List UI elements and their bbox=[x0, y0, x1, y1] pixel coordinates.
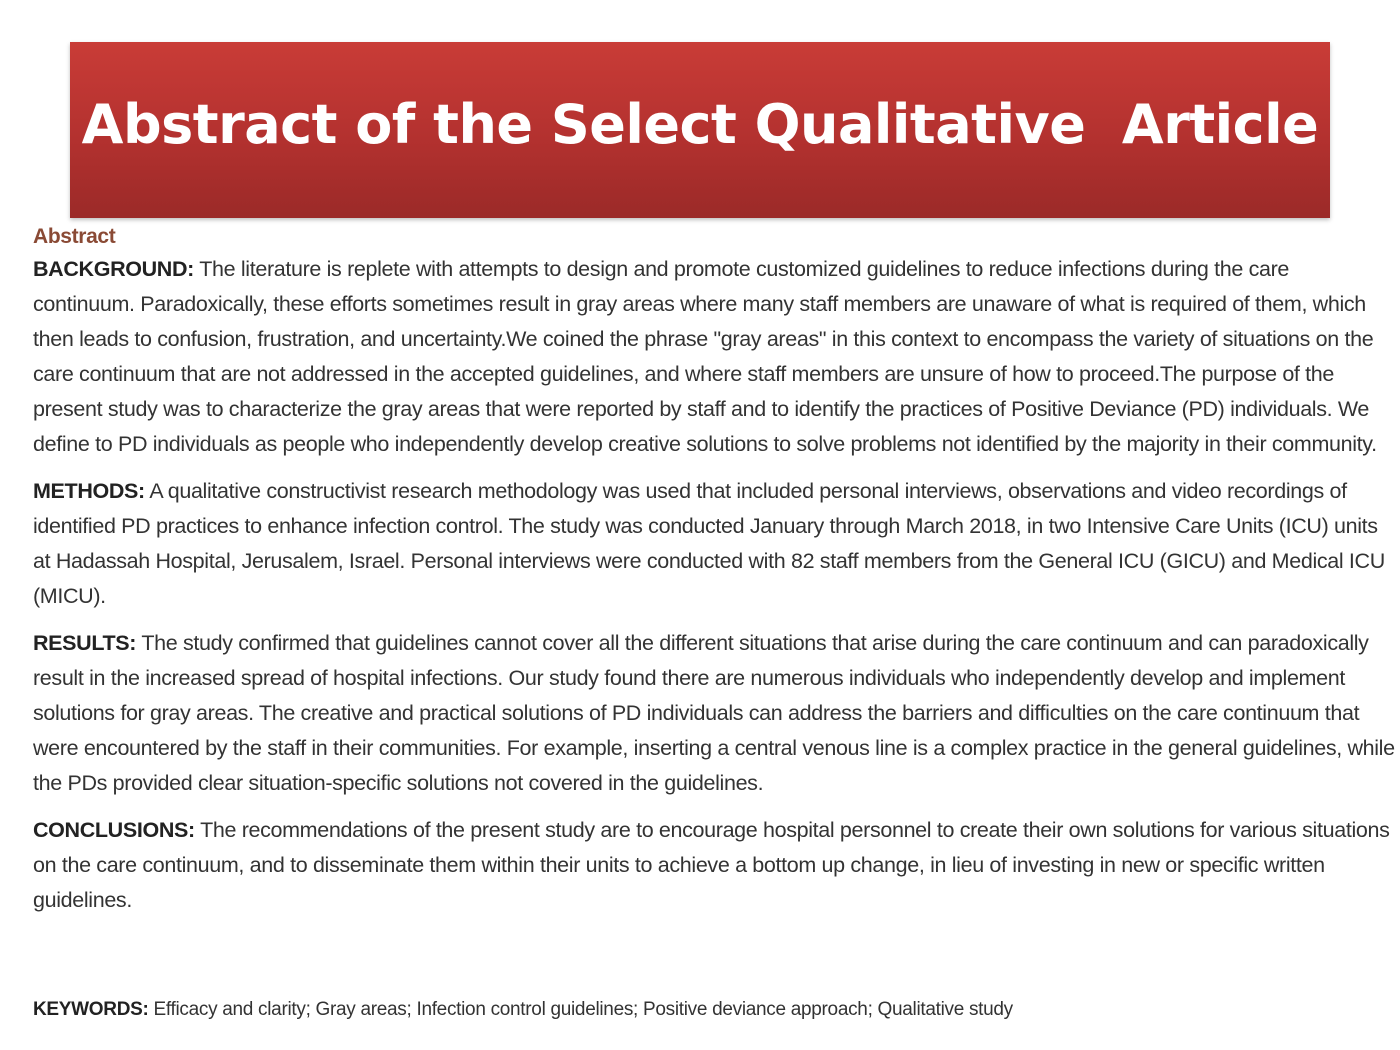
abstract-section-results bbox=[33, 626, 1395, 801]
abstract-body bbox=[33, 222, 1395, 930]
section-text: The recommendations of the present study are to encourage hospital personnel to create their own solutions for various situations on the care continuum, and to disseminate them within their units to achieve a bottom up change, in lieu of investing in new or specific written guidelines. bbox=[33, 818, 1390, 912]
abstract-heading: Abstract bbox=[33, 225, 116, 248]
section-text: A qualitative constructivist research methodology was used that included personal interviews, observations and video recordings of identified PD practices to enhance infection control. The study was conducted January through March 2018, in two Intensive Care Units (ICU) units at Hadassah Hospital, Jerusalem, Israel. Personal interviews were conducted with 82 staff members from the General ICU (GICU) and Medical ICU (MICU). bbox=[33, 479, 1385, 608]
section-label: RESULTS: bbox=[33, 631, 137, 655]
section-label: METHODS: bbox=[33, 479, 145, 503]
keywords-line bbox=[33, 996, 1395, 1024]
title-banner bbox=[70, 42, 1330, 218]
abstract-section-conclusions bbox=[33, 813, 1395, 918]
keywords-label: KEYWORDS: bbox=[33, 999, 149, 1020]
slide-title: Abstract of the Select Qualitative Article bbox=[81, 92, 1319, 156]
section-label: CONCLUSIONS: bbox=[33, 818, 195, 842]
section-label: BACKGROUND: bbox=[33, 257, 194, 281]
keywords-text: Efficacy and clarity; Gray areas; Infection control guidelines; Positive deviance approach; Qualitative study bbox=[153, 999, 1013, 1020]
section-text: The literature is replete with attempts to design and promote customized guidelines to reduce infections during the care continuum. Paradoxically, these efforts sometimes result in gray areas where many staff members are unaware of what is required of them, which then leads to confusion, frustration, and uncertainty.We coined the phrase "gray areas" in this context to encompass the variety of situations on the care continuum that are not addressed in the accepted guidelines, and where staff members are unsure of how to proceed.The purpose of the present study was to characterize the gray areas that were reported by staff and to identify the practices of Positive Deviance (PD) individuals. We define to PD individuals as people who independently develop creative solutions to solve problems not identified by the majority in their community. bbox=[33, 257, 1377, 456]
abstract-section-methods bbox=[33, 474, 1395, 614]
section-text: The study confirmed that guidelines cannot cover all the different situations that arise during the care continuum and can paradoxically result in the increased spread of hospital infections. Our study found there are numerous individuals who independently develop and implement solutions for gray areas. The creative and practical solutions of PD individuals can address the barriers and difficulties on the care continuum that were encountered by the staff in their communities. For example, inserting a central venous line is a complex practice in the general guidelines, while the PDs provided clear situation-specific solutions not covered in the guidelines. bbox=[33, 631, 1395, 795]
abstract-section-background bbox=[33, 252, 1395, 462]
